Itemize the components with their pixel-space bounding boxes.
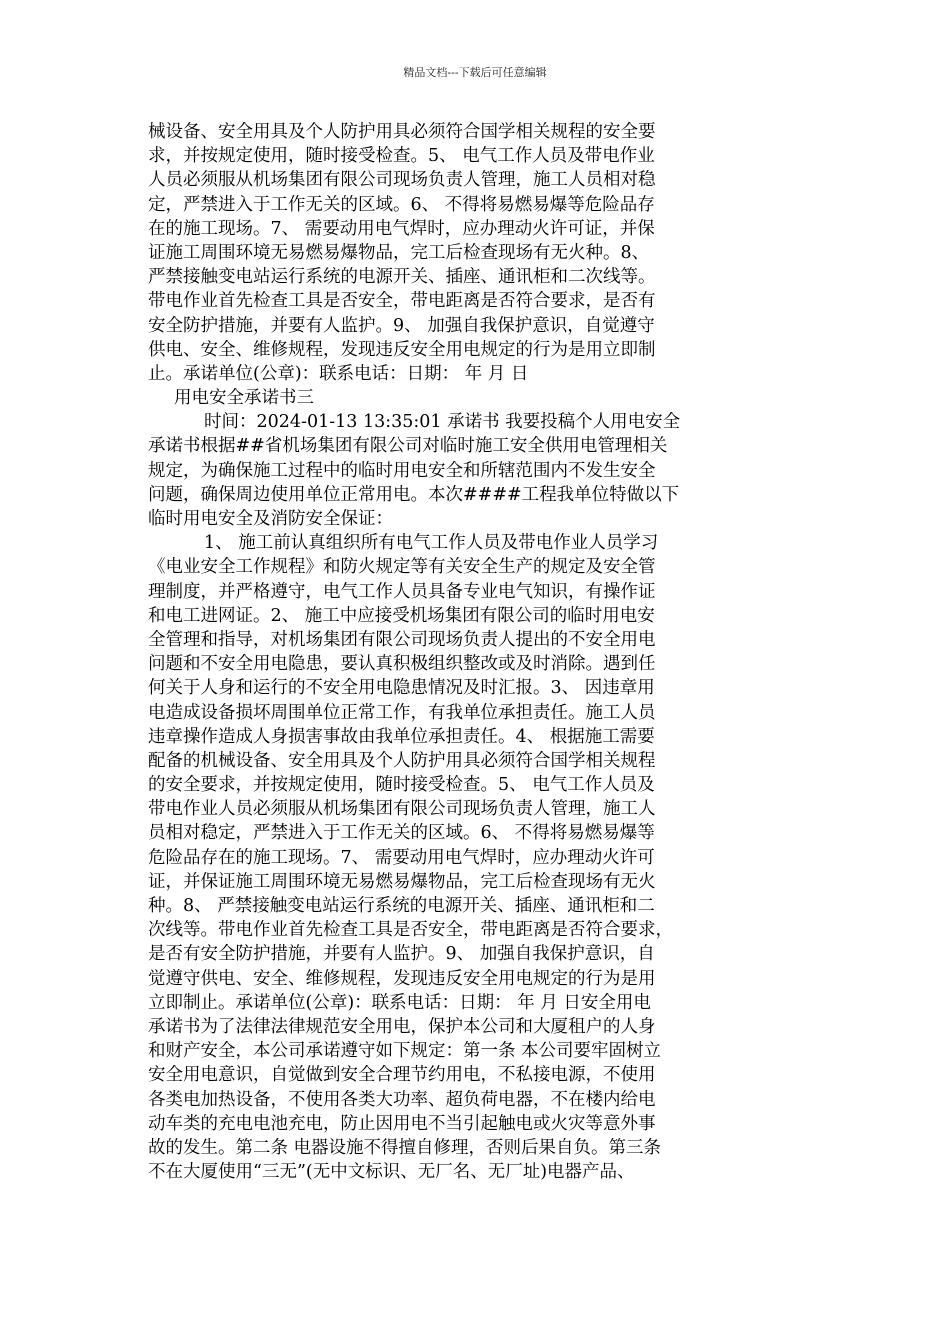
text-line: 带电作业人员必须服从机场集团有限公司现场负责人管理，施工人 — [148, 799, 656, 820]
text-line: 问题，确保周边使用单位正常用电。本次####工程我单位特做以下 — [148, 484, 680, 505]
text-line: 证，并保证施工周围环境无易燃易爆物品，完工后检查现场有无火 — [148, 871, 656, 892]
text-line: 安全用电意识，自觉做到安全合理节约用电，不私接电源，不使用 — [148, 1065, 656, 1086]
text-line: 问题和不安全用电隐患，要认真积极组织整改或及时消除。遇到任 — [148, 654, 656, 675]
text-line: 员相对稳定，严禁进入于工作无关的区域。6、 不得将易燃易爆等 — [148, 823, 655, 844]
text-line: 危险品存在的施工现场。7、 需要动用电气焊时，应办理动火许可 — [148, 847, 655, 868]
document-body — [148, 120, 813, 1184]
text-line: 械设备、安全用具及个人防护用具必须符合国学相关规程的安全要 — [148, 122, 656, 142]
text-line: 种。8、 严禁接触变电站运行系统的电源开关、插座、通讯柜和二 — [148, 896, 655, 916]
text-line: 承诺书为了法律法律规范安全用电，保护本公司和大厦租户的人身 — [148, 1016, 656, 1037]
text-line: 承诺书根据##省机场集团有限公司对临时施工安全供用电管理相关 — [148, 436, 668, 457]
page-header: 精品文档---下载后可任意编辑 — [403, 66, 547, 79]
section-title: 用电安全承诺书三 — [174, 388, 314, 409]
text-line: 违章操作造成人身损害事故由我单位承担责任。4、 根据施工需要 — [148, 726, 655, 747]
text-line: 供电、安全、维修规程，发现违反安全用电规定的行为是用立即制 — [148, 339, 656, 360]
text-line: 《电业安全工作规程》和防火规定等有关安全生产的规定及安全管 — [148, 557, 656, 578]
text-line: 证施工周围环境无易燃易爆物品，完工后检查现场有无火种。8、 — [148, 242, 650, 263]
text-line: 次线等。带电作业首先检查工具是否安全，带电距离是否符合要求， — [148, 920, 673, 941]
text-line: 1、 施工前认真组织所有电气工作人员及带电作业人员学习 — [204, 533, 659, 554]
text-line: 理制度，并严格遵守，电气工作人员具备专业电气知识，有操作证 — [148, 581, 656, 602]
text-line: 定，严禁进入于工作无关的区域。6、 不得将易燃易爆等危险品存 — [148, 194, 655, 215]
text-line: 安全防护措施，并要有人监护。9、 加强自我保护意识，自觉遵守 — [148, 315, 655, 336]
text-line: 临时用电安全及消防安全保证： — [148, 509, 393, 529]
text-line: 的安全要求，并按规定使用，随时接受检查。5、 电气工作人员及 — [148, 775, 655, 796]
text-line: 止。承诺单位(公章)：联系电话：日期： 年 月 日 — [148, 363, 529, 384]
text-line: 故的发生。第二条 电器设施不得擅自修理，否则后果自负。第三条 — [148, 1137, 662, 1158]
text-line: 在的施工现场。7、 需要动用电气焊时，应办理动火许可证，并保 — [148, 218, 655, 239]
text-line: 人员必须服从机场集团有限公司现场负责人管理，施工人员相对稳 — [148, 170, 656, 191]
text-line: 求，并按规定使用，随时接受检查。5、 电气工作人员及带电作业 — [148, 146, 655, 167]
text-line: 全管理和指导，对机场集团有限公司现场负责人提出的不安全用电 — [148, 629, 656, 650]
text-line: 带电作业首先检查工具是否安全，带电距离是否符合要求，是否有 — [148, 291, 656, 312]
text-line: 和电工进网证。2、 施工中应接受机场集团有限公司的临时用电安 — [148, 605, 655, 626]
text-line: 不在大厦使用“三无”(无中文标识、无厂名、无厂址)电器产品、 — [148, 1162, 635, 1183]
text-line: 是否有安全防护措施，并要有人监护。9、 加强自我保护意识，自 — [148, 944, 655, 965]
text-line: 配备的机械设备、安全用具及个人防护用具必须符合国学相关规程 — [148, 750, 656, 771]
text-line: 严禁接触变电站运行系统的电源开关、插座、通讯柜和二次线等。 — [148, 267, 656, 288]
text-line: 何关于人身和运行的不安全用电隐患情况及时汇报。3、 因违章用 — [148, 678, 655, 699]
text-line: 各类电加热设备，不使用各类大功率、超负荷电器，不在楼内给电 — [148, 1089, 656, 1110]
text-line: 电造成设备损坏周围单位正常工作，有我单位承担责任。施工人员 — [148, 702, 656, 723]
text-line: 立即制止。承诺单位(公章)：联系电话：日期： 年 月 日安全用电 — [148, 992, 651, 1013]
text-line: 动车类的充电电池充电，防止因用电不当引起触电或火灾等意外事 — [148, 1113, 656, 1134]
text-line: 觉遵守供电、安全、维修规程，发现违反安全用电规定的行为是用 — [148, 968, 656, 989]
text-line: 规定，为确保施工过程中的临时用电安全和所辖范围内不发生安全 — [148, 460, 656, 481]
text-line: 和财产安全，本公司承诺遵守如下规定：第一条 本公司要牢固树立 — [148, 1041, 662, 1062]
text-line: 时间：2024-01-13 13:35:01 承诺书 我要投稿个人用电安全 — [204, 412, 681, 433]
